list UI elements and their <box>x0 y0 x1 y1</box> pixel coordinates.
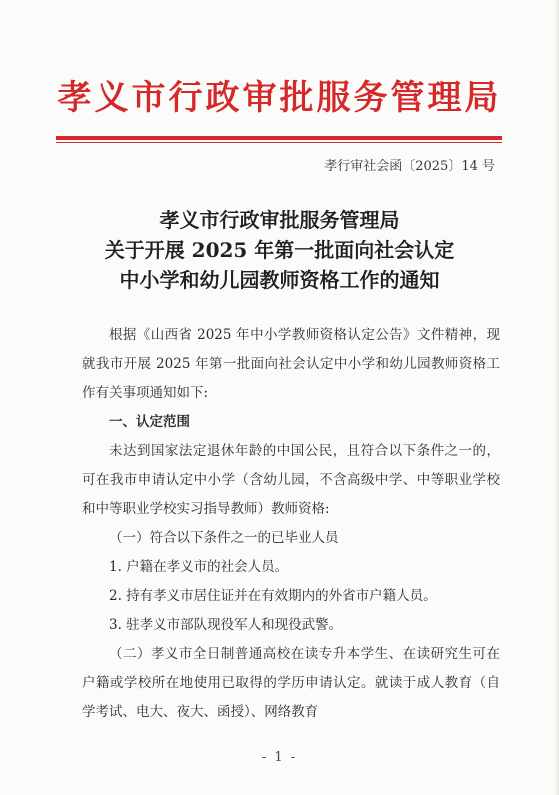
list-item-1: 1. 户籍在孝义市的社会人员。 <box>109 559 289 575</box>
document-title <box>0 205 559 295</box>
subsection-1-heading: （一）符合以下条件之一的已毕业人员 <box>109 530 339 546</box>
title-line-3: 中小学和幼儿园教师资格工作的通知 <box>119 268 440 292</box>
scan-edge-shadow <box>555 0 559 795</box>
title-line-1: 孝义市行政审批服务管理局 <box>159 208 400 232</box>
title-line-2: 关于开展 2025 年第一批面向社会认定 <box>104 238 455 262</box>
section-1-paragraph: 未达到国家法定退休年龄的中国公民，且符合以下条件之一的，可在我市申请认定中小学（含幼儿园，不含高级中学、中等职业学校和中等职业学校实习指导教师）教师资格: <box>82 443 500 517</box>
page-number: - 1 - <box>261 750 298 765</box>
section-1-heading: 一、认定范围 <box>109 414 190 430</box>
issuing-organization-header: 孝义市行政审批服务管理局 <box>57 78 502 118</box>
subsection-2-paragraph: （二）孝义市全日制普通高校在读专升本学生、在读研究生可在户籍或学校所在地使用已取得的学历申请认定。就读于成人教育（自学考试、电大、夜大、函授）、网络教育 <box>82 646 500 720</box>
list-item-2: 2. 持有孝义市居住证并在有效期内的外省市户籍人员。 <box>109 588 437 604</box>
red-header-rule-thin <box>56 142 502 143</box>
document-body <box>82 321 500 727</box>
intro-paragraph: 根据《山西省 2025 年中小学教师资格认定公告》文件精神，现就我市开展 2025 年第一批面向社会认定中小学和幼儿园教师资格工作有关事项通知如下: <box>82 327 500 401</box>
list-item-3: 3. 驻孝义市部队现役军人和现役武警。 <box>109 617 343 633</box>
document-number: 孝行审社会函〔2025〕14 号 <box>324 159 495 174</box>
red-header-rule-thick <box>56 136 502 140</box>
